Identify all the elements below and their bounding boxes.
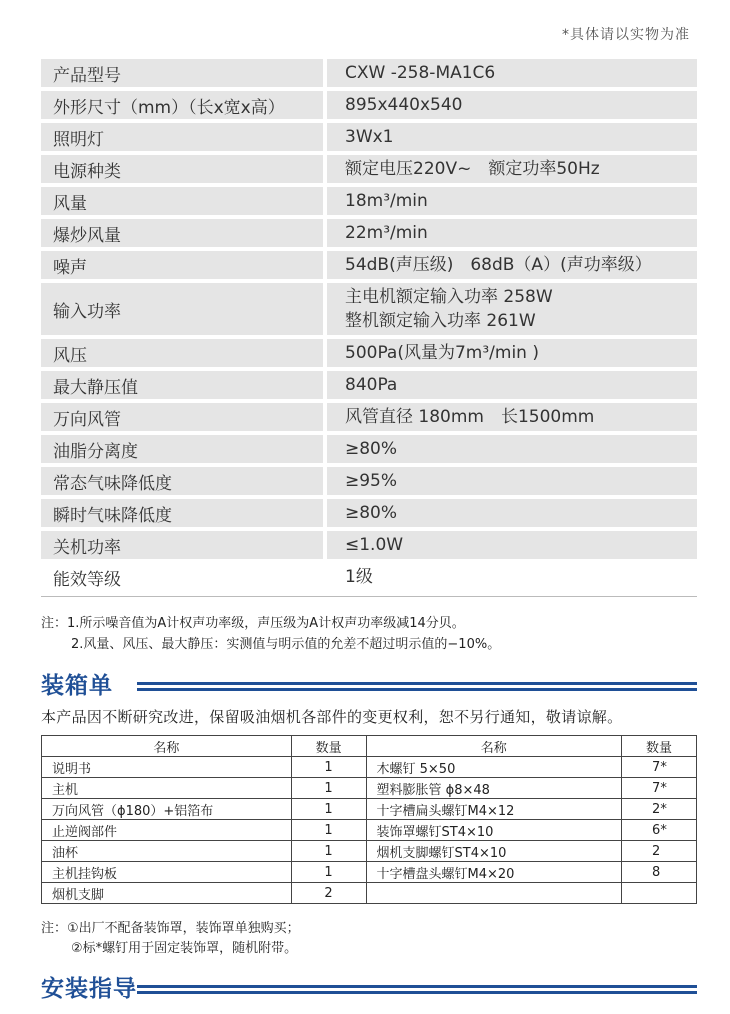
packing-item-qty (622, 883, 697, 904)
spec-value-line: 额定电压220V~ 额定功率50Hz (345, 159, 600, 179)
spec-key: 常态气味降低度 (41, 467, 323, 495)
packing-header-name-1: 名称 (42, 736, 292, 757)
spec-notes (41, 613, 500, 655)
spec-note-2: 2.风量、风压、最大静压：实测值与明示值的允差不超过明示值的−10%。 (71, 637, 501, 652)
spec-row (41, 283, 697, 335)
packing-item-qty: 2 (291, 883, 366, 904)
packing-item-qty: 1 (291, 757, 366, 778)
packing-note-2: ②标*螺钉用于固定装饰罩，随机附带。 (71, 941, 298, 956)
spec-value (327, 219, 697, 247)
spec-value-line: 1级 (345, 567, 373, 587)
packing-item-qty: 1 (291, 820, 366, 841)
spec-key: 万向风管 (41, 403, 323, 431)
packing-item-qty: 1 (291, 778, 366, 799)
spec-value-line: 54dB(声压级) 68dB（A）(声功率级） (345, 255, 652, 275)
packing-item-qty: 1 (291, 799, 366, 820)
spec-note-1: 注：1.所示噪音值为A计权声功率级，声压级为A计权声功率级减14分贝。 (41, 616, 465, 631)
spec-value-line: CXW -258-MA1C6 (345, 63, 496, 83)
packing-item-qty: 1 (291, 841, 366, 862)
spec-key: 产品型号 (41, 59, 323, 87)
spec-row (41, 155, 697, 183)
packing-header-qty-2: 数量 (622, 736, 697, 757)
packing-item-name: 说明书 (42, 757, 292, 778)
packing-item-name: 烟机支脚 (42, 883, 292, 904)
packing-note-1: 注：①出厂不配备装饰罩，装饰罩单独购买； (41, 921, 300, 936)
packing-item-name: 烟机支脚螺钉ST4×10 (366, 841, 622, 862)
spec-value-line: 22m³/min (345, 223, 428, 243)
spec-row (41, 435, 697, 463)
packing-row (42, 820, 697, 841)
spec-row (41, 563, 697, 591)
spec-value-line: ≥80% (345, 503, 398, 523)
packing-item-qty: 2 (622, 841, 697, 862)
spec-row (41, 467, 697, 495)
packing-row (42, 757, 697, 778)
spec-row (41, 531, 697, 559)
spec-value (327, 499, 697, 527)
packing-row (42, 883, 697, 904)
packing-item-name: 木螺钉 5×50 (366, 757, 622, 778)
spec-value (327, 155, 697, 183)
packing-item-name: 十字槽扁头螺钉M4×12 (366, 799, 622, 820)
spec-row (41, 91, 697, 119)
spec-row (41, 123, 697, 151)
spec-row (41, 219, 697, 247)
spec-value (327, 563, 697, 591)
packing-item-qty: 7* (622, 778, 697, 799)
spec-value (327, 283, 697, 335)
spec-value-line: 895x440x540 (345, 95, 463, 115)
packing-item-name: 主机挂钩板 (42, 862, 292, 883)
spec-key: 照明灯 (41, 123, 323, 151)
packing-item-name: 主机 (42, 778, 292, 799)
packing-row (42, 799, 697, 820)
spec-value (327, 371, 697, 399)
spec-value-line: 840Pa (345, 375, 398, 395)
spec-row (41, 371, 697, 399)
spec-value (327, 91, 697, 119)
packing-table (41, 735, 697, 904)
spec-value-line: 主电机额定输入功率 258W (345, 287, 553, 307)
packing-item-name: 万向风管（ϕ180）+铝箔布 (42, 799, 292, 820)
packing-row (42, 862, 697, 883)
packing-title-rule (137, 682, 697, 694)
spec-value (327, 59, 697, 87)
spec-row (41, 187, 697, 215)
spec-value (327, 435, 697, 463)
spec-value (327, 251, 697, 279)
packing-item-qty: 6* (622, 820, 697, 841)
spec-value-line: 风管直径 180mm 长1500mm (345, 407, 595, 427)
packing-header-name-2: 名称 (366, 736, 622, 757)
packing-section-header (41, 667, 697, 703)
spec-value-line: ≥95% (345, 471, 398, 491)
packing-row (42, 778, 697, 799)
packing-item-name: 装饰罩螺钉ST4×10 (366, 820, 622, 841)
packing-header-row (42, 736, 697, 757)
packing-item-name (366, 883, 622, 904)
spec-key: 瞬时气味降低度 (41, 499, 323, 527)
packing-item-name: 油杯 (42, 841, 292, 862)
packing-item-name: 塑料膨胀管 ϕ8×48 (366, 778, 622, 799)
packing-row (42, 841, 697, 862)
spec-table (41, 59, 697, 595)
spec-key: 爆炒风量 (41, 219, 323, 247)
spec-value (327, 123, 697, 151)
spec-key: 最大静压值 (41, 371, 323, 399)
spec-row (41, 339, 697, 367)
spec-key: 风量 (41, 187, 323, 215)
spec-key: 风压 (41, 339, 323, 367)
spec-value (327, 531, 697, 559)
spec-value-line: ≤1.0W (345, 535, 404, 555)
packing-title: 装箱单 (41, 673, 113, 699)
packing-item-qty: 1 (291, 862, 366, 883)
spec-key: 输入功率 (41, 283, 323, 335)
spec-key: 电源种类 (41, 155, 323, 183)
packing-header-qty-1: 数量 (291, 736, 366, 757)
spec-bottom-rule (41, 596, 697, 597)
spec-value (327, 403, 697, 431)
spec-value-line: 500Pa(风量为7m³/min ) (345, 343, 539, 363)
packing-item-name: 十字槽盘头螺钉M4×20 (366, 862, 622, 883)
install-section-header (41, 970, 697, 1006)
packing-item-name: 止逆阀部件 (42, 820, 292, 841)
spec-row (41, 403, 697, 431)
spec-row (41, 59, 697, 87)
install-title: 安装指导 (41, 976, 137, 1002)
spec-value-line: ≥80% (345, 439, 398, 459)
packing-notes (41, 919, 300, 959)
spec-row (41, 499, 697, 527)
spec-value-line: 18m³/min (345, 191, 428, 211)
spec-value-line: 3Wx1 (345, 127, 394, 147)
spec-key: 外形尺寸（mm）（长x宽x高） (41, 91, 323, 119)
spec-row (41, 251, 697, 279)
install-title-rule (137, 985, 697, 997)
spec-value (327, 187, 697, 215)
top-note: *具体请以实物为准 (562, 27, 690, 43)
spec-key: 能效等级 (53, 569, 121, 590)
spec-key: 关机功率 (41, 531, 323, 559)
spec-value (327, 339, 697, 367)
spec-key: 噪声 (41, 251, 323, 279)
packing-intro: 本产品因不断研究改进，保留吸油烟机各部件的变更权利，恕不另行通知，敬请谅解。 (41, 708, 623, 726)
packing-item-qty: 2* (622, 799, 697, 820)
spec-key: 油脂分离度 (41, 435, 323, 463)
packing-item-qty: 7* (622, 757, 697, 778)
spec-value (327, 467, 697, 495)
spec-value-line: 整机额定输入功率 261W (345, 311, 536, 331)
packing-item-qty: 8 (622, 862, 697, 883)
